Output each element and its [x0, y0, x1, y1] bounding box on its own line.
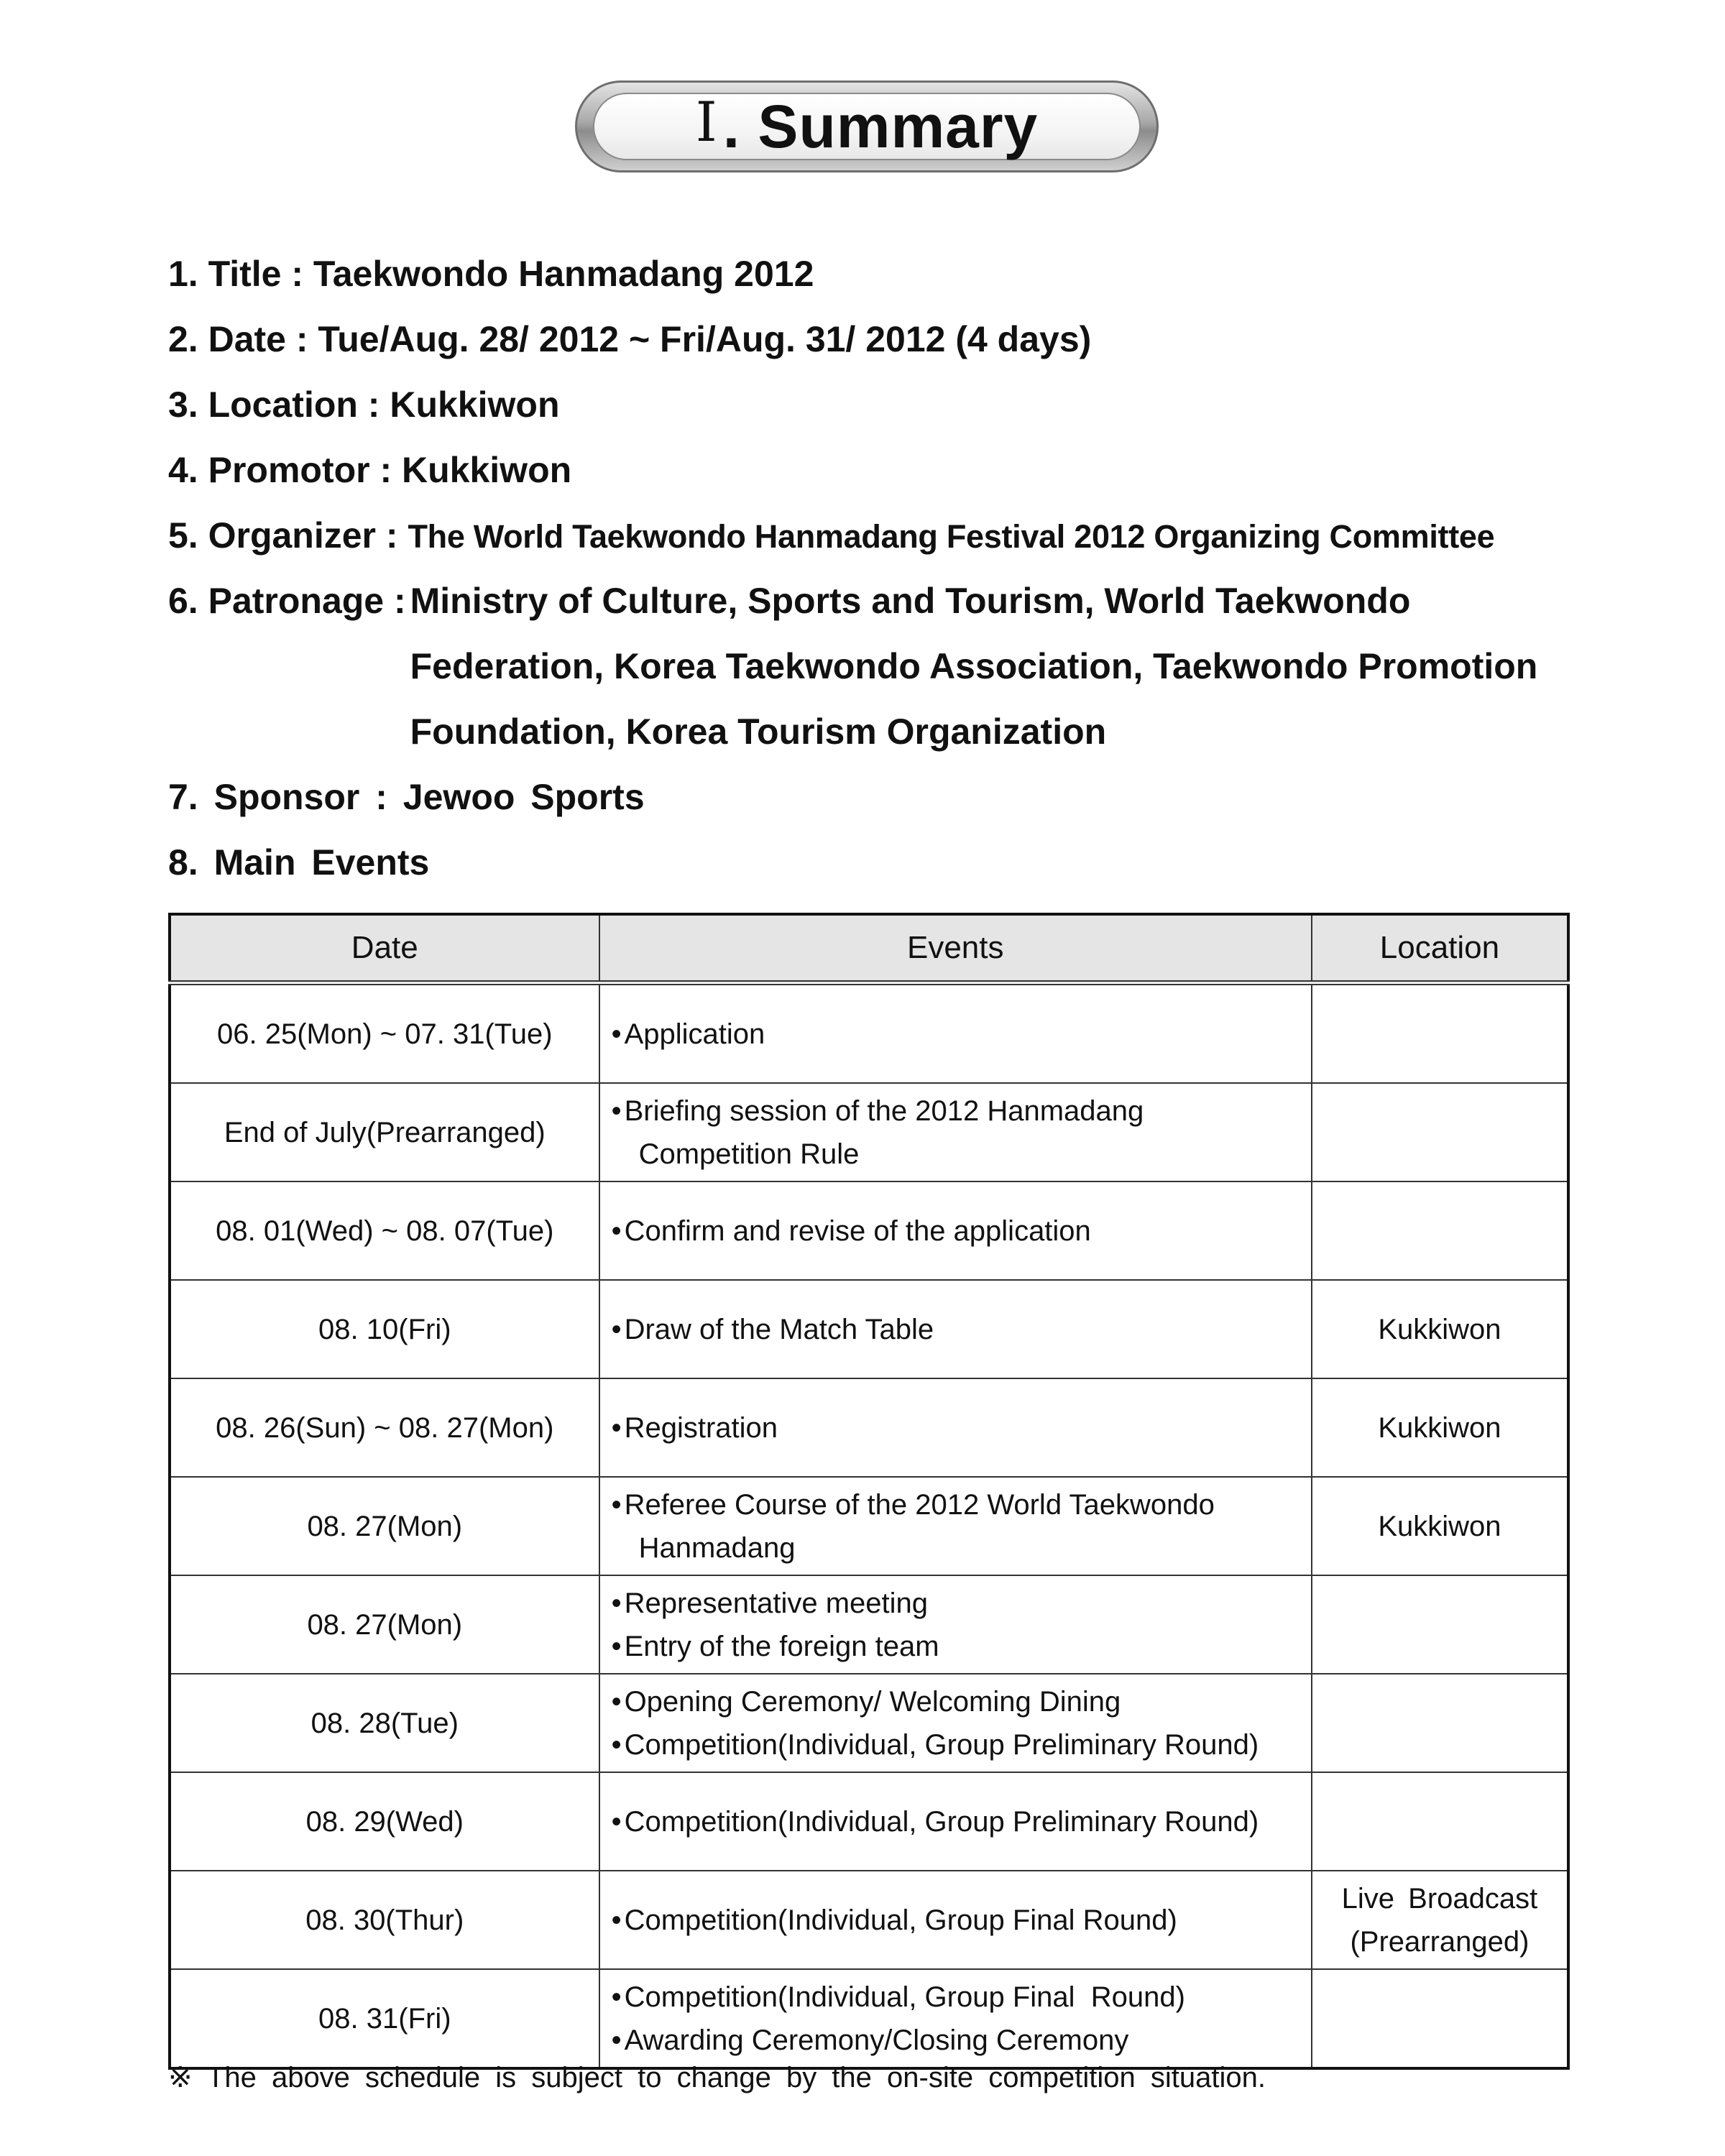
event-text: Opening Ceremony/ Welcoming Dining [624, 1685, 1121, 1718]
row-location [1312, 983, 1568, 1084]
summary-location: 3. Location : Kukkiwon [168, 384, 560, 425]
row-date: 08. 30(Thur) [170, 1871, 599, 1969]
row-events [599, 1772, 1312, 1871]
event-text-continued: Competition Rule [638, 1138, 860, 1170]
event-text: Entry of the foreign team [624, 1630, 939, 1662]
table-header-row [170, 914, 1568, 983]
event-text: Competition(Individual, Group Final Round) [624, 1981, 1185, 2013]
summary-patronage [168, 568, 1606, 765]
row-date: 08. 31(Fri) [170, 1969, 599, 2068]
row-events [599, 1083, 1312, 1181]
event-item [612, 1680, 1310, 1723]
bullet-icon: • [611, 1488, 622, 1521]
bullet-icon: • [611, 1728, 622, 1761]
organizer-label: 5. Organizer : [168, 515, 408, 556]
summary-organizer [168, 503, 1606, 568]
event-text-continued: Hanmadang [638, 1531, 796, 1564]
event-item [612, 1210, 1310, 1253]
table-row [170, 983, 1568, 1084]
row-events [599, 983, 1312, 1084]
event-item [612, 1625, 1310, 1668]
row-events [599, 1871, 1312, 1969]
row-date: 08. 26(Sun) ~ 08. 27(Mon) [170, 1378, 599, 1477]
event-text: Confirm and revise of the application [624, 1215, 1091, 1247]
table-body [170, 983, 1568, 2069]
bullet-icon: • [611, 1215, 622, 1247]
event-item [612, 2019, 1310, 2062]
table-row [170, 1674, 1568, 1772]
location-text: Live Broadcast [1341, 1882, 1538, 1915]
patronage-label: 6. Patronage : [168, 581, 406, 621]
section-title-banner [575, 80, 1159, 172]
table-row [170, 1575, 1568, 1674]
event-item [612, 1406, 1310, 1450]
event-text: Competition(Individual, Group Final Round) [624, 1904, 1177, 1936]
patronage-lines [410, 568, 1538, 765]
event-item [612, 1013, 1310, 1056]
row-events [599, 1575, 1312, 1674]
table-row [170, 1772, 1568, 1871]
header-location: Location [1312, 914, 1568, 983]
organizer-value: The World Taekwondo Hanmadang Festival 2012 Organizing Committee [408, 518, 1495, 555]
event-item [612, 1899, 1310, 1942]
row-events [599, 1477, 1312, 1575]
row-location [1312, 1378, 1568, 1477]
row-date: 08. 27(Mon) [170, 1477, 599, 1575]
summary-list [168, 241, 1606, 895]
bullet-icon: • [611, 1981, 622, 2013]
event-text: Competition(Individual, Group Preliminary Round) [624, 1728, 1259, 1761]
row-location [1312, 1772, 1568, 1871]
location-text: Kukkiwon [1378, 1313, 1501, 1345]
row-events [599, 1280, 1312, 1378]
summary-main-events: 8. Main Events [168, 842, 430, 883]
summary-title: 1. Title : Taekwondo Hanmadang 2012 [168, 254, 814, 294]
event-item [612, 1089, 1310, 1133]
row-location [1312, 1280, 1568, 1378]
summary-sponsor: 7. Sponsor : Jewoo Sports [168, 777, 645, 817]
patronage-line: Ministry of Culture, Sports and Tourism, World Taekwondo [410, 581, 1411, 621]
table-row [170, 1083, 1568, 1181]
main-events-table [168, 913, 1570, 2070]
bullet-icon: • [611, 1630, 622, 1662]
event-text: Draw of the Match Table [624, 1313, 934, 1345]
bullet-icon: • [611, 1685, 622, 1718]
row-events [599, 1181, 1312, 1280]
section-title: . Summary [722, 92, 1039, 160]
summary-date: 2. Date : Tue/Aug. 28/ 2012 ~ Fri/Aug. 31/ 2012 (4 days) [168, 319, 1092, 359]
header-date: Date [170, 914, 599, 983]
event-item [612, 1308, 1310, 1351]
event-item [612, 1723, 1310, 1766]
bullet-icon: • [611, 1904, 622, 1936]
event-item [612, 1582, 1310, 1625]
bullet-icon: • [611, 1587, 622, 1619]
row-events [599, 1378, 1312, 1477]
event-item [612, 1800, 1310, 1843]
bullet-icon: • [611, 1411, 622, 1444]
row-date: 08. 27(Mon) [170, 1575, 599, 1674]
event-text: Registration [624, 1411, 778, 1444]
event-text: Awarding Ceremony/Closing Ceremony [624, 2024, 1129, 2056]
row-date: 06. 25(Mon) ~ 07. 31(Tue) [170, 983, 599, 1084]
location-text-line2: (Prearranged) [1350, 1925, 1530, 1958]
header-events: Events [599, 914, 1312, 983]
table-row [170, 1280, 1568, 1378]
section-title-inner [593, 93, 1141, 160]
bullet-icon: • [611, 2024, 622, 2056]
event-text: Competition(Individual, Group Preliminary Round) [624, 1805, 1259, 1838]
row-date: 08. 29(Wed) [170, 1772, 599, 1871]
row-location [1312, 1477, 1568, 1575]
row-location [1312, 1575, 1568, 1674]
location-text: Kukkiwon [1378, 1510, 1501, 1542]
table-row [170, 1969, 1568, 2068]
bullet-icon: • [611, 1805, 622, 1838]
table-row [170, 1181, 1568, 1280]
bullet-icon: • [611, 1095, 622, 1127]
location-text: Kukkiwon [1378, 1411, 1501, 1444]
event-text: Representative meeting [624, 1587, 929, 1619]
table-row [170, 1378, 1568, 1477]
event-text: Referee Course of the 2012 World Taekwondo [624, 1488, 1215, 1521]
event-text: Briefing session of the 2012 Hanmadang [624, 1095, 1144, 1127]
patronage-line: Foundation, Korea Tourism Organization [410, 711, 1107, 752]
event-text: Application [624, 1018, 765, 1050]
schedule-footnote: ※ The above schedule is subject to change by the on-site competition situation. [168, 2062, 1266, 2093]
table-row [170, 1871, 1568, 1969]
patronage-line: Federation, Korea Taekwondo Association, Taekwondo Promotion [410, 646, 1538, 686]
row-date: End of July(Prearranged) [170, 1083, 599, 1181]
table-row [170, 1477, 1568, 1575]
row-location [1312, 1871, 1568, 1969]
row-events [599, 1674, 1312, 1772]
summary-promotor: 4. Promotor : Kukkiwon [168, 450, 572, 490]
bullet-icon: • [611, 1313, 622, 1345]
row-location [1312, 1181, 1568, 1280]
row-location [1312, 1969, 1568, 2068]
row-location [1312, 1083, 1568, 1181]
row-date: 08. 28(Tue) [170, 1674, 599, 1772]
event-item [612, 1483, 1310, 1526]
row-events [599, 1969, 1312, 2068]
event-item [612, 1976, 1310, 2019]
row-date: 08. 01(Wed) ~ 08. 07(Tue) [170, 1181, 599, 1280]
row-location [1312, 1674, 1568, 1772]
row-date: 08. 10(Fri) [170, 1280, 599, 1378]
section-numeral: Ⅰ [695, 93, 717, 153]
bullet-icon: • [611, 1018, 622, 1050]
